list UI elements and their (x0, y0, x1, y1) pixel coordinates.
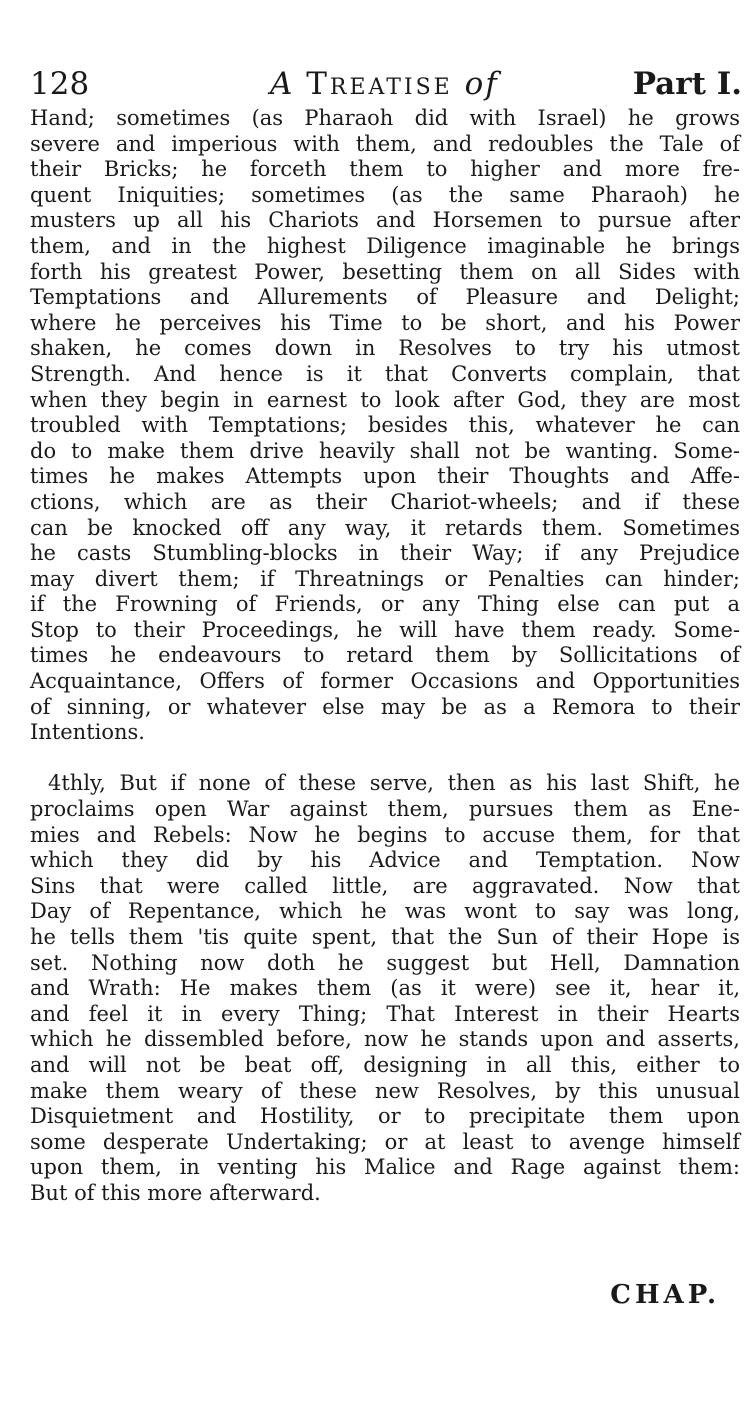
text-line: of sinning, or whatever else may be as a Remora to their (30, 694, 740, 719)
text-line: Sins that were called little, are aggravated. Now that (30, 873, 740, 898)
text-line: 4thly, But if none of these serve, then as his last Shift, he (48, 771, 740, 796)
text-line: Temptations and Allurements of Pleasure and Delight; (30, 285, 740, 310)
text-line: which they did by his Advice and Temptation. Now (30, 848, 740, 873)
part-label: Part I. (632, 66, 742, 102)
text-line: proclaims open War against them, pursues them as Ene- (30, 797, 740, 822)
page-number: 128 (30, 66, 90, 102)
text-line: and Wrath: He makes them (as it were) see it, hear it, (30, 976, 740, 1001)
text-line: when they begin in earnest to look after God, they are most (30, 387, 740, 412)
text-line: can be knocked off any way, it retards them. Sometimes (30, 515, 740, 540)
text-line: upon them, in venting his Malice and Rage against them: (30, 1155, 740, 1180)
text-line: he casts Stumbling-blocks in their Way; if any Prejudice (30, 541, 740, 566)
text-line: Intentions. (30, 720, 145, 745)
text-line: some desperate Undertaking; or at least to avenge himself (30, 1129, 740, 1154)
text-line: times he endeavours to retard them by Sollicitations of (30, 643, 740, 668)
text-line: may divert them; if Threatnings or Penalties can hinder; (30, 566, 740, 591)
text-line: quent Iniquities; sometimes (as the same Pharaoh) he (30, 182, 740, 207)
text-line: them, and in the highest Diligence imaginable he brings (30, 233, 740, 258)
text-line: do to make them drive heavily shall not be wanting. Some- (30, 438, 740, 463)
text-line: Disquietment and Hostility, or to precipitate them upon (30, 1104, 740, 1129)
text-line: mies and Rebels: Now he begins to accuse them, for that (30, 822, 740, 847)
text-line: which he dissembled before, now he stands upon and asserts, (30, 1027, 740, 1052)
text-line: But of this more afterward. (30, 1180, 321, 1205)
text-line: Hand; sometimes (as Pharaoh did with Israel) he grows (30, 106, 740, 130)
text-line: times he makes Attempts upon their Thoughts and Affe- (30, 464, 740, 489)
text-line: and will not be beat off, designing in all this, either to (30, 1052, 740, 1077)
catchword: CHAP. (610, 1280, 720, 1310)
text-line: troubled with Temptations; besides this, whatever he can (30, 413, 740, 438)
text-line: severe and imperious with them, and redoubles the Tale of (30, 131, 740, 156)
text-line: their Bricks; he forceth them to higher and more fre- (30, 157, 740, 182)
paragraph-gap (30, 746, 740, 772)
text-line: Acquaintance, Offers of former Occasions and Opportunities (30, 669, 740, 694)
running-head (30, 62, 742, 106)
text-line: shaken, he comes down in Resolves to try his utmost (30, 336, 740, 361)
text-line: Stop to their Proceedings, he will have them ready. Some- (30, 617, 740, 642)
text-line: forth his greatest Power, besetting them on all Sides with (30, 259, 740, 284)
text-line: if the Frowning of Friends, or any Thing else can put a (30, 592, 740, 617)
running-title-of: of (452, 66, 499, 102)
text-line: Day of Repentance, which he was wont to say was long, (30, 899, 740, 924)
text-line: and feel it in every Thing; That Interest in their Hearts (30, 1001, 740, 1026)
running-title-word: Treatise (306, 66, 453, 102)
text-line: ctions, which are as their Chariot-wheels; and if these (30, 489, 740, 514)
text-line: musters up all his Chariots and Horsemen to pursue after (30, 208, 740, 233)
text-line: where he perceives his Time to be short, and his Power (30, 310, 740, 335)
text-line: Strength. And hence is it that Converts complain, that (30, 361, 740, 386)
running-title (270, 62, 499, 106)
text-line: set. Nothing now doth he suggest but Hell, Damnation (30, 950, 740, 975)
body-text (30, 106, 740, 1207)
text-line: he tells them 'tis quite spent, that the Sun of their Hope is (30, 925, 740, 949)
text-line: make them weary of these new Resolves, by this unusual (30, 1078, 740, 1103)
running-title-article: A (270, 66, 307, 102)
